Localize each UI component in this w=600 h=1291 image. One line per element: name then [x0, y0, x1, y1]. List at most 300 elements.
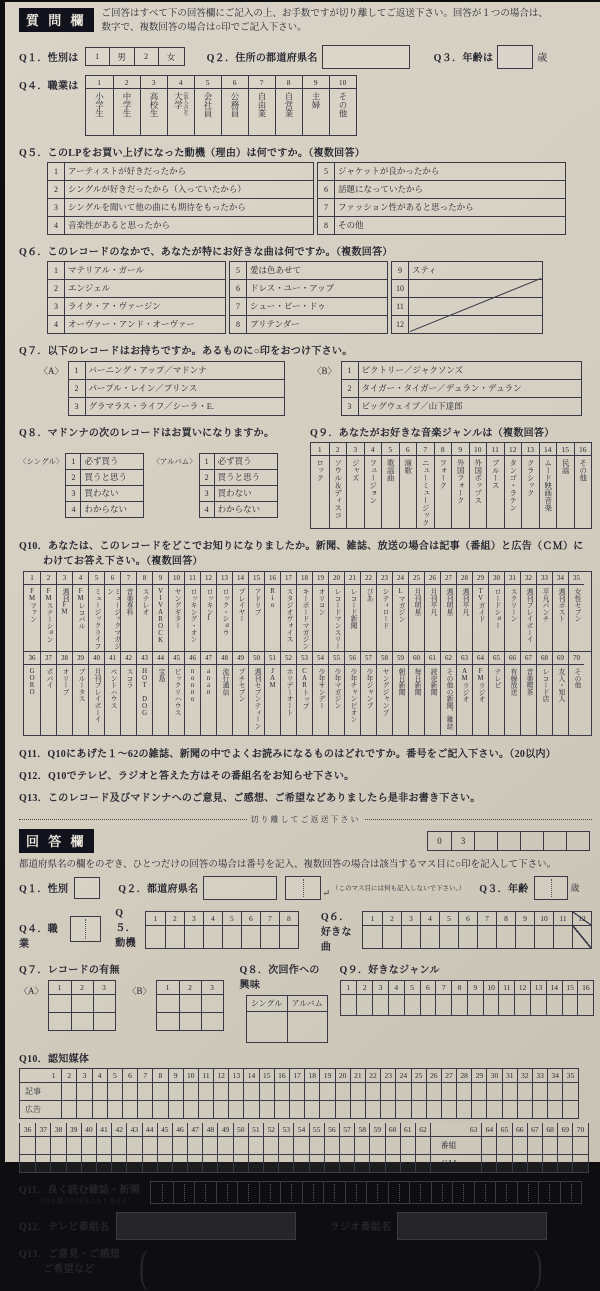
- q4-occupation-label: 主婦: [311, 91, 322, 109]
- answer-cell[interactable]: [274, 1083, 289, 1100]
- answer-cell[interactable]: [474, 1182, 496, 1203]
- answer-cell[interactable]: [187, 1155, 202, 1172]
- answer-cell[interactable]: [50, 1137, 65, 1154]
- q9-genre-grid: [310, 442, 592, 529]
- q9-genre-number: 15: [557, 443, 574, 456]
- code-cell[interactable]: [566, 832, 589, 850]
- answer-cell[interactable]: [263, 1155, 278, 1172]
- answer-cell[interactable]: [365, 1101, 380, 1118]
- answer-cell[interactable]: [203, 926, 222, 948]
- code-cell[interactable]: 3: [451, 832, 474, 850]
- answer-q5-number-cell: 6: [241, 912, 260, 925]
- code-cell[interactable]: [520, 832, 543, 850]
- answer-cell[interactable]: [382, 926, 401, 948]
- answer-cell[interactable]: [363, 926, 382, 948]
- answer-cell[interactable]: [404, 995, 420, 1015]
- answer-cell[interactable]: [293, 1155, 308, 1172]
- answer-cell[interactable]: [20, 1137, 35, 1154]
- answer-cell[interactable]: [467, 995, 483, 1015]
- answer-cell[interactable]: [287, 1012, 327, 1042]
- answer-cell[interactable]: [339, 1137, 354, 1154]
- answer-cell[interactable]: [293, 1137, 308, 1154]
- answer-cell[interactable]: [517, 1083, 532, 1100]
- q6-song-row: [392, 315, 542, 333]
- answer-cell[interactable]: [411, 1083, 426, 1100]
- answer-q13-comment-area[interactable]: [151, 1245, 531, 1289]
- q9-genre-label: 外国ポップス: [473, 458, 483, 504]
- answer-cell[interactable]: [486, 1083, 501, 1100]
- q7-record-title[interactable]: バーニング・アップ／マドンナ: [88, 365, 207, 376]
- answer-cell[interactable]: [350, 1083, 365, 1100]
- answer-cell[interactable]: [274, 1101, 289, 1118]
- answer-cell[interactable]: [165, 926, 184, 948]
- answer-cell[interactable]: [577, 995, 593, 1015]
- answer-cell[interactable]: [542, 1155, 557, 1172]
- answer-cell[interactable]: [243, 1101, 258, 1118]
- answer-cell[interactable]: [248, 1137, 263, 1154]
- answer-cell[interactable]: [142, 1137, 157, 1154]
- answer-cell[interactable]: [527, 1137, 542, 1154]
- answer-cell[interactable]: [260, 926, 279, 948]
- answer-cell[interactable]: [400, 1137, 415, 1154]
- answer-cell[interactable]: [514, 995, 530, 1015]
- answer-cell[interactable]: [385, 1137, 400, 1154]
- answer-cell[interactable]: [126, 1137, 141, 1154]
- answer-q6-number-cell: 8: [496, 912, 515, 925]
- answer-cell[interactable]: [532, 1083, 547, 1100]
- q7-record-number: 2: [69, 380, 86, 397]
- answer-cell[interactable]: [50, 1155, 65, 1172]
- answer-cell[interactable]: [201, 1013, 223, 1030]
- answer-q10-cm-cells-left: [20, 1155, 430, 1172]
- answer-cell[interactable]: [572, 926, 591, 948]
- answer-cell[interactable]: [202, 1137, 217, 1154]
- answer-cell[interactable]: [168, 1101, 183, 1118]
- answer-cell[interactable]: [20, 1155, 35, 1172]
- code-cell[interactable]: [474, 832, 497, 850]
- answer-cell[interactable]: [557, 1155, 572, 1172]
- q10-media-column: [312, 572, 328, 651]
- answer-cell[interactable]: [365, 1083, 380, 1100]
- answer-cell[interactable]: [217, 1137, 232, 1154]
- answer-q3-box[interactable]: [534, 876, 568, 900]
- answer-cell[interactable]: [385, 1155, 400, 1172]
- answer-cell[interactable]: [560, 1182, 582, 1203]
- answer-cell[interactable]: [61, 1101, 76, 1118]
- answer-cell[interactable]: [278, 1155, 293, 1172]
- answer-cell[interactable]: [247, 1012, 287, 1042]
- answer-cell[interactable]: [107, 1083, 122, 1100]
- answer-cell[interactable]: [466, 1137, 481, 1154]
- answer-cell[interactable]: [237, 1182, 259, 1203]
- answer-cell[interactable]: [426, 1101, 441, 1118]
- q4-occupation-column: [86, 76, 113, 135]
- answer-cell[interactable]: [388, 995, 404, 1015]
- answer-cell[interactable]: [380, 1083, 395, 1100]
- answer-cell[interactable]: [456, 1101, 471, 1118]
- q10-media-label: JAM: [269, 667, 277, 689]
- answer-cell[interactable]: [415, 1137, 430, 1154]
- answer-cell[interactable]: [354, 1137, 369, 1154]
- answer-cell[interactable]: [228, 1101, 243, 1118]
- answer-cell[interactable]: [111, 1137, 126, 1154]
- answer-cell[interactable]: [441, 1101, 456, 1118]
- q7-record-title[interactable]: ビッグウェイブ／山下達郎: [361, 401, 463, 412]
- answer-cell[interactable]: [304, 1083, 319, 1100]
- answer-cell[interactable]: [35, 1137, 50, 1154]
- answer-q10-article-cells: [46, 1083, 578, 1100]
- answer-cell[interactable]: [517, 1101, 532, 1118]
- answer-cell[interactable]: [481, 1137, 496, 1154]
- answer-cell[interactable]: [456, 1083, 471, 1100]
- answer-cell[interactable]: [173, 1182, 195, 1203]
- answer-cell[interactable]: [280, 1182, 302, 1203]
- answer-cell[interactable]: [259, 1101, 274, 1118]
- q10-media-number: 1: [24, 572, 40, 585]
- answer-cell[interactable]: [435, 995, 451, 1015]
- answer-cell[interactable]: [557, 1137, 572, 1154]
- answer-cell[interactable]: [92, 1083, 107, 1100]
- answer-cell[interactable]: [46, 1083, 61, 1100]
- answer-q10-number-cell: 41: [96, 1123, 111, 1136]
- q10-media-label: 少年チャンピオン: [349, 667, 357, 722]
- q4-occupation-label: 高校生: [149, 91, 160, 118]
- answer-cell[interactable]: [157, 1013, 179, 1030]
- answer-q8-header-cell: シングル: [250, 998, 283, 1008]
- q7-record-title[interactable]: タイガー・タイガー／デュラン・デュラン: [361, 383, 522, 394]
- answer-cell[interactable]: [496, 1137, 511, 1154]
- answer-cell[interactable]: [179, 995, 201, 1012]
- answer-cell[interactable]: [76, 1101, 91, 1118]
- answer-cell[interactable]: [502, 1101, 517, 1118]
- answer-q12-radio-box[interactable]: [397, 1212, 547, 1240]
- answer-cell[interactable]: [122, 1083, 137, 1100]
- answer-cell[interactable]: [142, 1155, 157, 1172]
- answer-cell[interactable]: [534, 926, 553, 948]
- q10-media-number: 5: [89, 572, 104, 585]
- answer-cell[interactable]: [304, 1101, 319, 1118]
- answer-cell[interactable]: [372, 995, 388, 1015]
- answer-cell[interactable]: [477, 926, 496, 948]
- answer-cell[interactable]: [168, 1083, 183, 1100]
- q6-song-title: スティ: [412, 265, 437, 276]
- answer-cell[interactable]: [198, 1083, 213, 1100]
- answer-cell[interactable]: [96, 1137, 111, 1154]
- answer-cell[interactable]: [420, 926, 439, 948]
- answer-cell[interactable]: [498, 995, 514, 1015]
- q6-song-row: [48, 279, 225, 297]
- answer-cell[interactable]: [289, 1083, 304, 1100]
- answer-cell[interactable]: [441, 1083, 456, 1100]
- answer-cell[interactable]: [263, 1137, 278, 1154]
- q6-section: [19, 243, 592, 334]
- answer-q2-box[interactable]: [203, 876, 277, 900]
- q5-item-label: ファッション性があると思ったから: [338, 202, 474, 213]
- answer-cell[interactable]: [93, 1013, 115, 1030]
- answer-cell[interactable]: [451, 995, 467, 1015]
- answer-cell[interactable]: [483, 995, 499, 1015]
- answer-cell[interactable]: [216, 1182, 238, 1203]
- answer-q10-number-cell: 37: [35, 1123, 50, 1136]
- answer-q5-number-cell: 5: [222, 912, 241, 925]
- q10-media-column: [216, 572, 232, 651]
- q10-media-column: [344, 572, 360, 651]
- answer-cell[interactable]: [502, 1083, 517, 1100]
- q10-media-column: [280, 572, 296, 651]
- answer-cell[interactable]: [553, 926, 572, 948]
- answer-cell[interactable]: [213, 1083, 228, 1100]
- answer-cell[interactable]: [151, 1182, 173, 1203]
- answer-cell[interactable]: [369, 1155, 384, 1172]
- answer-cell[interactable]: [81, 1155, 96, 1172]
- q10-media-column: [264, 652, 280, 735]
- answer-cell[interactable]: [466, 1155, 481, 1172]
- answer-cell[interactable]: [532, 1101, 547, 1118]
- answer-cell[interactable]: [324, 1137, 339, 1154]
- answer-cell[interactable]: [354, 1155, 369, 1172]
- answer-cell[interactable]: [76, 1083, 91, 1100]
- answer-cell[interactable]: [137, 1101, 152, 1118]
- answer-cell[interactable]: [35, 1155, 50, 1172]
- q6-table-col1: [47, 261, 226, 334]
- answer-cell[interactable]: [96, 1155, 111, 1172]
- answer-cell[interactable]: [411, 1101, 426, 1118]
- answer-cell[interactable]: [512, 1137, 527, 1154]
- answer-cell[interactable]: [420, 995, 436, 1015]
- q10-media-label: VIVAROCK: [157, 587, 165, 644]
- answer-cell[interactable]: [350, 1101, 365, 1118]
- answer-cell[interactable]: [122, 1101, 137, 1118]
- answer-cell[interactable]: [486, 1101, 501, 1118]
- answer-cell[interactable]: [126, 1155, 141, 1172]
- answer-q10-number-cell: 33: [532, 1069, 547, 1082]
- answer-cell[interactable]: [302, 1182, 324, 1203]
- answer-cell[interactable]: [400, 1155, 415, 1172]
- answer-cell[interactable]: [241, 926, 260, 948]
- answer-cell[interactable]: [179, 1013, 201, 1030]
- q6-song-row: [392, 297, 542, 315]
- answer-cell[interactable]: [323, 1182, 345, 1203]
- answer-cell[interactable]: [458, 926, 477, 948]
- answer-cell[interactable]: [481, 1155, 496, 1172]
- answer-cell[interactable]: [496, 926, 515, 948]
- answer-cell[interactable]: [81, 1137, 96, 1154]
- answer-cell[interactable]: [309, 1155, 324, 1172]
- q10-media-label: anan: [205, 667, 213, 696]
- q7-record-title[interactable]: パープル・レイン／プリンス: [88, 383, 198, 394]
- answer-q4-box[interactable]: [70, 916, 102, 942]
- q10-media-column: [216, 652, 232, 735]
- answer-q10-cm-cells-right: [466, 1155, 588, 1172]
- q5-table-left: [47, 162, 314, 235]
- q3-age-box[interactable]: [497, 45, 533, 69]
- q10-media-number: 14: [233, 572, 248, 585]
- answer-cell[interactable]: [278, 1137, 293, 1154]
- answer-cell[interactable]: [547, 1101, 562, 1118]
- answer-cell[interactable]: [201, 995, 223, 1012]
- answer-cell[interactable]: [395, 1101, 410, 1118]
- code-cell[interactable]: 0: [437, 835, 442, 846]
- answer-cell[interactable]: [259, 1182, 281, 1203]
- q9-genre-column: [434, 443, 452, 528]
- answer-q11-row: [19, 1181, 592, 1205]
- q9-genre-column: [556, 443, 574, 528]
- answer-cell[interactable]: [530, 995, 546, 1015]
- answer-cell[interactable]: [66, 1137, 81, 1154]
- answer-cell[interactable]: [538, 1182, 560, 1203]
- q8-option-label: 必ず買う: [84, 456, 119, 467]
- answer-cell[interactable]: [93, 995, 115, 1012]
- answer-cell[interactable]: [202, 1155, 217, 1172]
- answer-cell[interactable]: [137, 1083, 152, 1100]
- answer-cell[interactable]: [152, 1101, 167, 1118]
- q5-item-row: [318, 216, 565, 234]
- answer-cell[interactable]: [542, 1137, 557, 1154]
- answer-cell[interactable]: [415, 1155, 430, 1172]
- answer-q10-number-cell: 42: [111, 1123, 126, 1136]
- answer-cell[interactable]: [49, 1013, 71, 1030]
- answer-cell[interactable]: [547, 1083, 562, 1100]
- answer-cell[interactable]: [471, 1101, 486, 1118]
- answer-cell[interactable]: [366, 1182, 388, 1203]
- answer-cell[interactable]: [395, 1083, 410, 1100]
- answer-q2-code-box[interactable]: [285, 876, 321, 900]
- answer-cell[interactable]: [495, 1182, 517, 1203]
- answer-cell[interactable]: [183, 1083, 198, 1100]
- answer-cell[interactable]: [339, 1155, 354, 1172]
- answer-cell[interactable]: [187, 1137, 202, 1154]
- answer-cell[interactable]: [401, 926, 420, 948]
- q10-media-column: [456, 652, 472, 735]
- q10-media-label: レコードマンスリー: [333, 587, 341, 649]
- answer-cell[interactable]: [233, 1155, 248, 1172]
- answer-cell[interactable]: [183, 1101, 198, 1118]
- answer-q12-tv-box[interactable]: [116, 1212, 296, 1240]
- answer-cell[interactable]: [222, 926, 241, 948]
- answer-q1-label: Q１．性別: [19, 884, 69, 896]
- q8-option-number: 2: [66, 470, 81, 485]
- q7-record-title[interactable]: グラマラス・ライフ／シーラ・E.: [88, 401, 215, 412]
- answer-cell[interactable]: [248, 1155, 263, 1172]
- answer-cell[interactable]: [527, 1155, 542, 1172]
- answer-cell[interactable]: [66, 1155, 81, 1172]
- q10-media-number: 39: [73, 652, 88, 665]
- answer-cell[interactable]: [324, 1155, 339, 1172]
- answer-cell[interactable]: [184, 926, 203, 948]
- answer-cell[interactable]: [335, 1101, 350, 1118]
- answer-cell[interactable]: [279, 926, 298, 948]
- answer-cell[interactable]: [259, 1083, 274, 1100]
- answer-cell[interactable]: [388, 1182, 410, 1203]
- answer-cell[interactable]: [335, 1083, 350, 1100]
- q10-label-line2: わけてお答え下さい。（複数回答）: [43, 555, 203, 567]
- answer-q10-number-cell: 63: [469, 1124, 478, 1134]
- answer-q10-number-cell: 48: [202, 1123, 217, 1136]
- answer-cell[interactable]: [217, 1155, 232, 1172]
- answer-cell[interactable]: [243, 1083, 258, 1100]
- answer-cell[interactable]: [515, 926, 534, 948]
- answer-cell[interactable]: [111, 1155, 126, 1172]
- answer-cell[interactable]: [380, 1101, 395, 1118]
- answer-cell[interactable]: [562, 1083, 577, 1100]
- answer-cell[interactable]: [46, 1101, 61, 1118]
- answer-cell[interactable]: [213, 1101, 228, 1118]
- answer-cell[interactable]: [341, 995, 357, 1015]
- answer-cell[interactable]: [61, 1083, 76, 1100]
- answer-cell[interactable]: [572, 1137, 587, 1154]
- answer-cell[interactable]: [369, 1137, 384, 1154]
- answer-cell[interactable]: [319, 1101, 334, 1118]
- answer-cell[interactable]: [512, 1155, 527, 1172]
- answer-cell[interactable]: [496, 1155, 511, 1172]
- q10-media-label: HOT DOG: [141, 667, 149, 717]
- q4-occupation-number: 5: [195, 76, 221, 89]
- answer-cell[interactable]: [194, 1182, 216, 1203]
- answer-cell[interactable]: [152, 1083, 167, 1100]
- answer-cell[interactable]: [562, 1101, 577, 1118]
- answer-cell[interactable]: [439, 926, 458, 948]
- answer-cell[interactable]: [517, 1182, 539, 1203]
- answer-cell[interactable]: [157, 1137, 172, 1154]
- answer-cell[interactable]: [345, 1182, 367, 1203]
- q8-option-row: [66, 501, 143, 517]
- answer-cell[interactable]: [426, 1083, 441, 1100]
- code-cell[interactable]: [543, 832, 566, 850]
- answer-cell[interactable]: [319, 1083, 334, 1100]
- answer-cell[interactable]: [157, 995, 179, 1012]
- answer-cell[interactable]: [198, 1101, 213, 1118]
- answer-cell[interactable]: [157, 1155, 172, 1172]
- answer-cell[interactable]: [146, 926, 165, 948]
- q7-record-title[interactable]: ビクトリー／ジャクソンズ: [361, 365, 464, 376]
- q8-option-label: 買うと思う: [84, 472, 127, 483]
- q2-prefecture-box[interactable]: [322, 45, 410, 69]
- code-cell[interactable]: [497, 832, 520, 850]
- q9-genre-column: [504, 443, 522, 528]
- answer-cell[interactable]: [71, 995, 93, 1012]
- answer-cell[interactable]: [71, 1013, 93, 1030]
- q10-media-number: 70: [569, 652, 584, 665]
- q10-media-number: 9: [153, 572, 168, 585]
- q5-section: [19, 144, 592, 235]
- q10-media-number: 17: [281, 572, 296, 585]
- answer-cell[interactable]: [107, 1101, 122, 1118]
- answer-cell[interactable]: [562, 995, 578, 1015]
- q10-media-column: [392, 572, 408, 651]
- answer-cell[interactable]: [172, 1137, 187, 1154]
- answer-cell[interactable]: [228, 1083, 243, 1100]
- answer-cell[interactable]: [572, 1155, 587, 1172]
- q10-media-column: [568, 652, 584, 735]
- answer-cell[interactable]: [289, 1101, 304, 1118]
- answer-cell[interactable]: [309, 1137, 324, 1154]
- answer-cell[interactable]: [471, 1083, 486, 1100]
- answer-cell[interactable]: [409, 1182, 431, 1203]
- answer-cell[interactable]: [233, 1137, 248, 1154]
- answer-cell[interactable]: [546, 995, 562, 1015]
- q10-media-column: [440, 652, 456, 735]
- answer-cell[interactable]: [49, 995, 71, 1012]
- answer-cell[interactable]: [356, 995, 372, 1015]
- answer-q10-article-label: 記事: [25, 1086, 41, 1096]
- answer-cell[interactable]: [431, 1182, 453, 1203]
- q6-table-col2: [229, 261, 388, 334]
- q10-media-number: 64: [473, 652, 488, 665]
- answer-cell[interactable]: [172, 1155, 187, 1172]
- answer-cell[interactable]: [92, 1101, 107, 1118]
- answer-q1-box[interactable]: [74, 877, 100, 899]
- answer-cell[interactable]: [452, 1182, 474, 1203]
